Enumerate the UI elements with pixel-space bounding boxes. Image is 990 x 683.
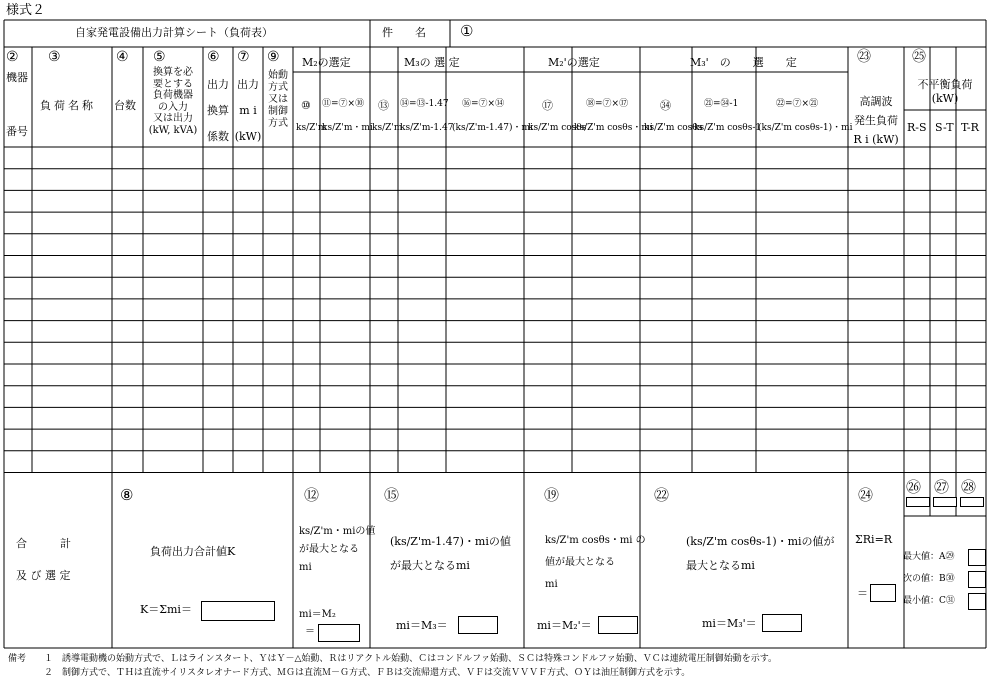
b22-text-line: (ks/Z'm cosθs-1)・miの値が: [686, 535, 835, 548]
col-harmonic-label: [848, 92, 904, 149]
notes-label: 備考: [8, 654, 27, 664]
m2-selection-head: M₂の選定: [302, 56, 351, 69]
col-equipment-label-a: 機器: [6, 71, 28, 84]
max-value-label: 最大値：A㉙: [903, 552, 955, 562]
b12-text-line: mi: [299, 562, 312, 573]
f17-mark: ⑰: [542, 99, 553, 112]
col-start-method-label-line: 方式: [268, 118, 288, 129]
subject-number: ①: [460, 22, 474, 40]
f16-formula: (ks/Z'm-1.47)・mi: [452, 123, 533, 133]
sum-ri-field[interactable]: [870, 584, 896, 602]
col-output-mark: ⑦: [237, 49, 250, 65]
b15-mark: ⑮: [384, 486, 400, 504]
f14-mark: ⑭=⑬-1.47: [400, 99, 449, 109]
b24-text: ΣRi=R: [855, 533, 893, 546]
sheet-title: 自家発電設備出力計算シート（負荷表）: [75, 26, 273, 39]
b27-mark: ㉗: [934, 478, 950, 496]
note-2: ２ 制御方式で、ＴＨは直流サイリスタレオナード方式、ＭＧは直流Ｍ－Ｇ方式、ＦＢは交流帰還方式、ＶＦは交流ＶＶＶＦ方式、ＯＹは油圧制御方式を示す。: [44, 668, 691, 678]
col-harmonic-label-line: 高調波: [859, 95, 893, 108]
col-input-label-line: 又は出力: [153, 113, 193, 124]
col-unbalance-label-line: 不平衡負荷: [917, 78, 973, 91]
col-input-label-line: (kW, kVA): [148, 124, 198, 136]
col-input-label: [143, 67, 203, 136]
col-equipment-no-mark: ②: [6, 49, 19, 65]
next-value-field[interactable]: [968, 571, 986, 588]
f16-mark: ⑯=⑦×⑭: [462, 99, 505, 109]
col-factor-mark: ⑥: [207, 49, 220, 65]
b15-text-line: (ks/Z'm-1.47)・miの値: [390, 535, 511, 548]
b19-formula: mi＝M₂'＝: [537, 619, 592, 632]
col-harmonic-label-line: R i (kW): [853, 133, 899, 146]
b22-formula: mi＝M₃'＝: [702, 617, 757, 630]
f11-formula: ks/Z'm・mi: [322, 123, 373, 133]
b22-text-line: 最大となるmi: [686, 559, 755, 572]
f17-formula: ks/Z'm cosθs: [528, 123, 587, 133]
b26-mark: ㉖: [906, 478, 922, 496]
col-input-mark: ⑤: [153, 49, 166, 65]
col-output-label: [233, 72, 263, 150]
b19-text-line: ks/Z'm cosθs・mi の: [545, 535, 646, 546]
col-unbalance-label: [904, 78, 986, 106]
f10-formula: ks/Z'm: [296, 123, 327, 133]
col-load-name-mark: ③: [48, 49, 61, 65]
col-load-name: 負荷名称: [40, 99, 96, 112]
col-count: 台数: [114, 99, 136, 112]
col-start-method-mark: ⑨: [267, 49, 280, 65]
col-harmonic-label-line: 発生負荷: [854, 114, 898, 127]
b12-mark: ⑫: [304, 486, 320, 504]
m2d-field[interactable]: [598, 616, 638, 634]
f21-formula: ks/Z'm cosθs-1: [694, 123, 762, 133]
col-start-method-label: [263, 70, 293, 130]
b19-text-line: mi: [545, 579, 558, 590]
col-factor-label-line: 換算: [207, 104, 229, 117]
b24-equals: ＝: [857, 587, 868, 600]
col-factor-label-line: 出力: [207, 78, 229, 91]
col-output-label-line: m i: [239, 104, 257, 117]
f13-formula: ks/Z'm: [372, 123, 403, 133]
form-label: 様式２: [6, 3, 46, 18]
col-input-label-line: 要とする: [153, 78, 193, 90]
b19-text: [545, 530, 646, 596]
col-start-method-label-line: 制御: [268, 106, 288, 117]
col-harmonic-mark: ㉓: [857, 49, 871, 65]
b8-formula: K＝Σmi＝: [140, 603, 192, 616]
col-input-label-line: 負荷機器: [153, 90, 193, 101]
f21-mark: ㉑=㉞-1: [704, 99, 739, 109]
b22-mark: ㉒: [654, 486, 670, 504]
b12-formula: mi＝M₂: [299, 609, 336, 620]
col-start-method-label-line: 又は: [268, 94, 288, 105]
m3d-selection-head: M₃' の 選 定: [690, 56, 797, 69]
m2d-selection-head: M₂'の選定: [548, 56, 600, 69]
col-start-method-label-line: 始動: [268, 70, 288, 81]
b12-text-line: ks/Z'm・miの値: [299, 526, 376, 537]
min-value-field[interactable]: [968, 593, 986, 610]
col-count-mark: ④: [116, 49, 129, 65]
total-output-k-field[interactable]: [201, 601, 275, 621]
col-factor-label: [203, 72, 233, 150]
b8-mark: ⑧: [120, 486, 134, 504]
min-value-label: 最小値：C㉛: [903, 596, 955, 606]
col-input-label-line: 換算を必: [153, 67, 193, 78]
col-start-method-label-line: 方式: [268, 82, 288, 93]
total-label: 合 計: [16, 537, 71, 550]
m3-selection-head: M₃の 選 定: [404, 56, 460, 69]
col-output-label-line: (kW): [234, 130, 262, 143]
b28-mark: ㉘: [961, 478, 977, 496]
f34-mark: ㉞: [660, 99, 671, 112]
b8-text: 負荷出力合計値K: [150, 545, 236, 558]
b12-text-line: が最大となる: [299, 544, 359, 555]
f18-mark: ⑱=⑦×⑰: [586, 99, 629, 109]
col-unbalance-st: S-T: [935, 121, 954, 134]
b22-text: [686, 530, 835, 578]
f22-mark: ㉒=⑦×㉑: [776, 99, 819, 109]
b15-formula: mi＝M₃＝: [396, 619, 448, 632]
col-unbalance-tr: T-R: [961, 121, 979, 134]
col-factor-label-line: 係数: [207, 130, 229, 143]
m3-field[interactable]: [458, 616, 498, 634]
st-total-field[interactable]: [933, 497, 957, 507]
f18-formula: ks/Z'm cosθs・mi: [574, 123, 653, 133]
f14-formula: ks/Z'm-1.47: [400, 123, 454, 133]
col-equipment-label-b: 番号: [6, 125, 28, 138]
b19-mark: ⑲: [544, 486, 560, 504]
selection-label: 及 び 選 定: [16, 569, 71, 582]
subject-label: 件 名: [382, 26, 426, 39]
rs-total-field[interactable]: [906, 497, 930, 507]
f13-mark: ⑬: [378, 99, 389, 112]
note-1: １ 誘導電動機の始動方式で、Ｌはラインスタート、ＹはＹ－△始動、Ｒはリアクトル始動、Ｃはコンドルファ始動、ＳＣは特殊コンドルファ始動、ＶＣは連続電圧制御始動を示す。: [44, 654, 778, 664]
m2-field[interactable]: [318, 624, 360, 642]
f10-mark: ⑩: [301, 99, 311, 112]
f22-formula: (ks/Z'm cosθs-1)・mi: [758, 123, 853, 133]
f11-mark: ⑪=⑦×⑩: [322, 99, 365, 109]
col-unbalance-rs: R-S: [907, 121, 927, 134]
col-unbalance-label-line: (kW): [931, 92, 959, 105]
b15-text-line: が最大となるmi: [390, 559, 470, 572]
b19-text-line: 値が最大となる: [545, 557, 615, 568]
col-input-label-line: の入力: [158, 101, 188, 113]
tr-total-field[interactable]: [960, 497, 984, 507]
col-output-label-line: 出力: [237, 78, 259, 91]
m3d-field[interactable]: [762, 614, 802, 632]
col-unbalance-mark: ㉕: [912, 49, 926, 65]
f34-formula: ks/Z'm cosθs: [644, 123, 703, 133]
b15-text: [390, 530, 511, 578]
max-value-field[interactable]: [968, 549, 986, 566]
next-value-label: 次の値：B㉚: [903, 574, 955, 584]
b12-equals: ＝: [305, 626, 315, 637]
b24-mark: ㉔: [858, 486, 874, 504]
subject-field[interactable]: [480, 22, 980, 42]
b12-text: [299, 523, 375, 577]
